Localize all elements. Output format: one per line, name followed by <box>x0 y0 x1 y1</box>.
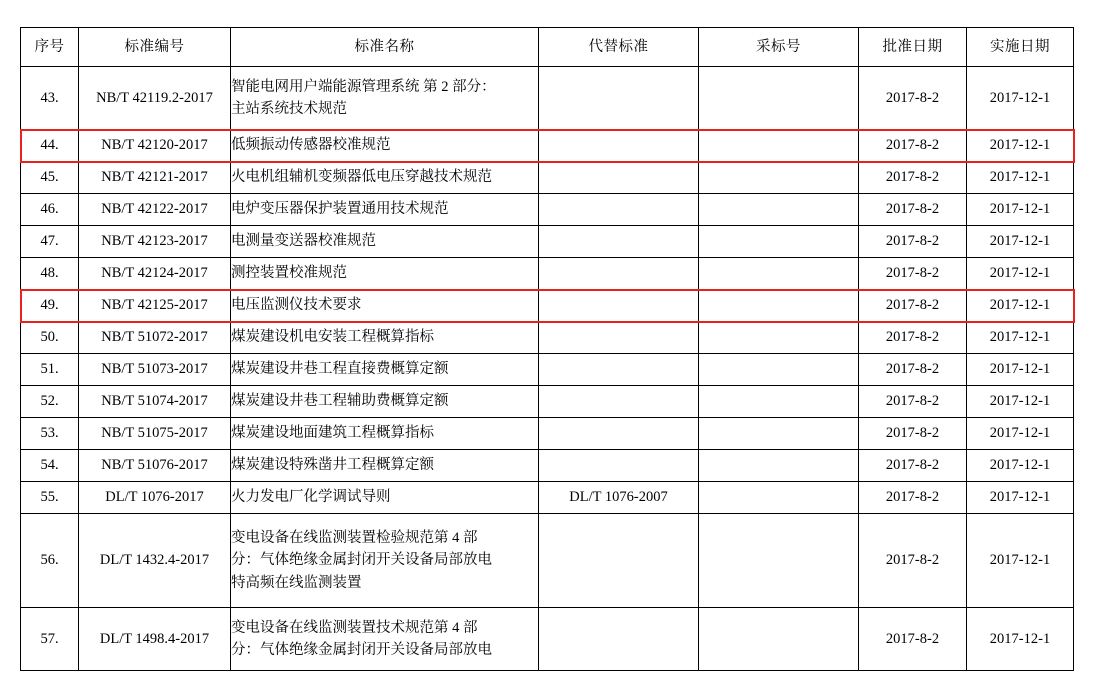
table-row <box>21 162 1074 194</box>
cell-implement-date: 2017-12-1 <box>967 162 1074 194</box>
cell-implement-date: 2017-12-1 <box>967 194 1074 226</box>
cell-code: NB/T 42120-2017 <box>79 130 231 162</box>
table-row <box>21 354 1074 386</box>
cell-standard-name <box>231 386 539 418</box>
cell-adopted-number <box>699 418 859 450</box>
standard-name-line: 电压监测仪技术要求 <box>231 297 362 314</box>
cell-code: NB/T 51074-2017 <box>79 386 231 418</box>
table-row <box>21 418 1074 450</box>
cell-implement-date: 2017-12-1 <box>967 608 1074 671</box>
cell-adopted-number <box>699 226 859 258</box>
cell-implement-date: 2017-12-1 <box>967 514 1074 608</box>
cell-code: NB/T 51075-2017 <box>79 418 231 450</box>
cell-approval-date: 2017-8-2 <box>859 386 967 418</box>
table-row <box>21 450 1074 482</box>
table-row <box>21 226 1074 258</box>
cell-standard-name <box>231 194 539 226</box>
cell-approval-date: 2017-8-2 <box>859 130 967 162</box>
cell-standard-name <box>231 258 539 290</box>
cell-replaced-standard <box>539 386 699 418</box>
cell-approval-date: 2017-8-2 <box>859 67 967 130</box>
cell-approval-date: 2017-8-2 <box>859 258 967 290</box>
cell-implement-date: 2017-12-1 <box>967 418 1074 450</box>
standard-name-line: 煤炭建设井巷工程辅助费概算定额 <box>231 393 449 410</box>
cell-implement-date: 2017-12-1 <box>967 354 1074 386</box>
cell-index: 52. <box>21 386 79 418</box>
standard-name-line: 火力发电厂化学调试导则 <box>231 489 391 506</box>
cell-index: 56. <box>21 514 79 608</box>
table-row <box>21 130 1074 162</box>
table-row <box>21 258 1074 290</box>
column-header-code: 标准编号 <box>79 28 231 67</box>
standards-table <box>20 27 1074 671</box>
cell-code: NB/T 42122-2017 <box>79 194 231 226</box>
cell-index: 53. <box>21 418 79 450</box>
cell-implement-date: 2017-12-1 <box>967 130 1074 162</box>
cell-approval-date: 2017-8-2 <box>859 450 967 482</box>
cell-code: DL/T 1076-2017 <box>79 482 231 514</box>
cell-implement-date: 2017-12-1 <box>967 290 1074 322</box>
cell-approval-date: 2017-8-2 <box>859 322 967 354</box>
cell-standard-name <box>231 290 539 322</box>
cell-approval-date: 2017-8-2 <box>859 226 967 258</box>
cell-adopted-number <box>699 67 859 130</box>
cell-code: DL/T 1432.4-2017 <box>79 514 231 608</box>
cell-standard-name <box>231 354 539 386</box>
table-row <box>21 608 1074 671</box>
cell-standard-name <box>231 608 539 671</box>
table-row <box>21 482 1074 514</box>
cell-standard-name <box>231 482 539 514</box>
cell-code: NB/T 42124-2017 <box>79 258 231 290</box>
cell-adopted-number <box>699 194 859 226</box>
table-body <box>21 67 1074 671</box>
cell-adopted-number <box>699 290 859 322</box>
cell-index: 45. <box>21 162 79 194</box>
cell-adopted-number <box>699 130 859 162</box>
table-row <box>21 514 1074 608</box>
column-header-adopted: 采标号 <box>699 28 859 67</box>
cell-approval-date: 2017-8-2 <box>859 482 967 514</box>
column-header-index: 序号 <box>21 28 79 67</box>
cell-adopted-number <box>699 482 859 514</box>
standard-name-line: 煤炭建设机电安装工程概算指标 <box>231 329 434 346</box>
cell-approval-date: 2017-8-2 <box>859 608 967 671</box>
cell-index: 55. <box>21 482 79 514</box>
cell-code: NB/T 42121-2017 <box>79 162 231 194</box>
cell-implement-date: 2017-12-1 <box>967 67 1074 130</box>
cell-standard-name <box>231 514 539 608</box>
cell-standard-name <box>231 67 539 130</box>
standard-name-line: 电测量变送器校准规范 <box>231 233 376 250</box>
table-row <box>21 67 1074 130</box>
cell-code: NB/T 51076-2017 <box>79 450 231 482</box>
standard-name-line: 变电设备在线监测装置检验规范第 4 部 <box>231 529 478 546</box>
cell-adopted-number <box>699 608 859 671</box>
column-header-approval-date: 批准日期 <box>859 28 967 67</box>
standard-name-line: 分：气体绝缘金属封闭开关设备局部放电 <box>231 552 492 569</box>
cell-index: 46. <box>21 194 79 226</box>
cell-replaced-standard: DL/T 1076-2007 <box>539 482 699 514</box>
cell-replaced-standard <box>539 258 699 290</box>
cell-index: 49. <box>21 290 79 322</box>
table-row <box>21 386 1074 418</box>
cell-replaced-standard <box>539 194 699 226</box>
cell-index: 47. <box>21 226 79 258</box>
cell-adopted-number <box>699 322 859 354</box>
cell-index: 54. <box>21 450 79 482</box>
cell-replaced-standard <box>539 322 699 354</box>
cell-code: NB/T 42119.2-2017 <box>79 67 231 130</box>
standard-name-line: 火电机组辅机变频器低电压穿越技术规范 <box>231 169 492 186</box>
cell-standard-name <box>231 450 539 482</box>
cell-replaced-standard <box>539 162 699 194</box>
cell-implement-date: 2017-12-1 <box>967 258 1074 290</box>
cell-code: NB/T 42125-2017 <box>79 290 231 322</box>
table-row <box>21 322 1074 354</box>
column-header-implement-date: 实施日期 <box>967 28 1074 67</box>
cell-code: DL/T 1498.4-2017 <box>79 608 231 671</box>
cell-implement-date: 2017-12-1 <box>967 386 1074 418</box>
cell-approval-date: 2017-8-2 <box>859 290 967 322</box>
cell-approval-date: 2017-8-2 <box>859 162 967 194</box>
cell-index: 44. <box>21 130 79 162</box>
table-row <box>21 290 1074 322</box>
standard-name-line: 智能电网用户端能源管理系统 第 2 部分： <box>231 78 496 95</box>
standard-name-line: 分：气体绝缘金属封闭开关设备局部放电 <box>231 642 492 658</box>
table-row <box>21 194 1074 226</box>
cell-replaced-standard <box>539 418 699 450</box>
cell-index: 51. <box>21 354 79 386</box>
cell-replaced-standard <box>539 290 699 322</box>
cell-index: 43. <box>21 67 79 130</box>
column-header-replaced: 代替标准 <box>539 28 699 67</box>
cell-adopted-number <box>699 258 859 290</box>
table-header <box>21 28 1074 67</box>
cell-replaced-standard <box>539 130 699 162</box>
cell-adopted-number <box>699 450 859 482</box>
cell-standard-name <box>231 418 539 450</box>
cell-replaced-standard <box>539 354 699 386</box>
standard-name-line: 煤炭建设井巷工程直接费概算定额 <box>231 361 449 378</box>
cell-approval-date: 2017-8-2 <box>859 514 967 608</box>
standard-name-line: 低频振动传感器校准规范 <box>231 137 391 154</box>
cell-standard-name <box>231 162 539 194</box>
cell-replaced-standard <box>539 67 699 130</box>
cell-code: NB/T 51072-2017 <box>79 322 231 354</box>
cell-replaced-standard <box>539 226 699 258</box>
table-header-row <box>21 28 1074 67</box>
cell-approval-date: 2017-8-2 <box>859 418 967 450</box>
cell-standard-name <box>231 226 539 258</box>
cell-index: 48. <box>21 258 79 290</box>
standard-name-line: 测控装置校准规范 <box>231 265 347 282</box>
cell-replaced-standard <box>539 608 699 671</box>
cell-implement-date: 2017-12-1 <box>967 482 1074 514</box>
cell-standard-name <box>231 322 539 354</box>
cell-replaced-standard <box>539 514 699 608</box>
cell-replaced-standard <box>539 450 699 482</box>
standard-name-line: 主站系统技术规范 <box>231 101 347 117</box>
column-header-name: 标准名称 <box>231 28 539 67</box>
cell-adopted-number <box>699 162 859 194</box>
standard-name-line: 特高频在线监测装置 <box>231 574 362 591</box>
standard-name-line: 电炉变压器保护装置通用技术规范 <box>231 201 449 218</box>
cell-standard-name <box>231 130 539 162</box>
standard-name-line: 煤炭建设特殊凿井工程概算定额 <box>231 457 434 474</box>
cell-adopted-number <box>699 354 859 386</box>
cell-approval-date: 2017-8-2 <box>859 354 967 386</box>
cell-implement-date: 2017-12-1 <box>967 450 1074 482</box>
cell-implement-date: 2017-12-1 <box>967 226 1074 258</box>
cell-implement-date: 2017-12-1 <box>967 322 1074 354</box>
cell-code: NB/T 51073-2017 <box>79 354 231 386</box>
cell-index: 57. <box>21 608 79 671</box>
cell-adopted-number <box>699 514 859 608</box>
standard-name-line: 变电设备在线监测装置技术规范第 4 部 <box>231 619 478 636</box>
cell-approval-date: 2017-8-2 <box>859 194 967 226</box>
standard-name-line: 煤炭建设地面建筑工程概算指标 <box>231 425 434 442</box>
cell-index: 50. <box>21 322 79 354</box>
cell-code: NB/T 42123-2017 <box>79 226 231 258</box>
cell-adopted-number <box>699 386 859 418</box>
